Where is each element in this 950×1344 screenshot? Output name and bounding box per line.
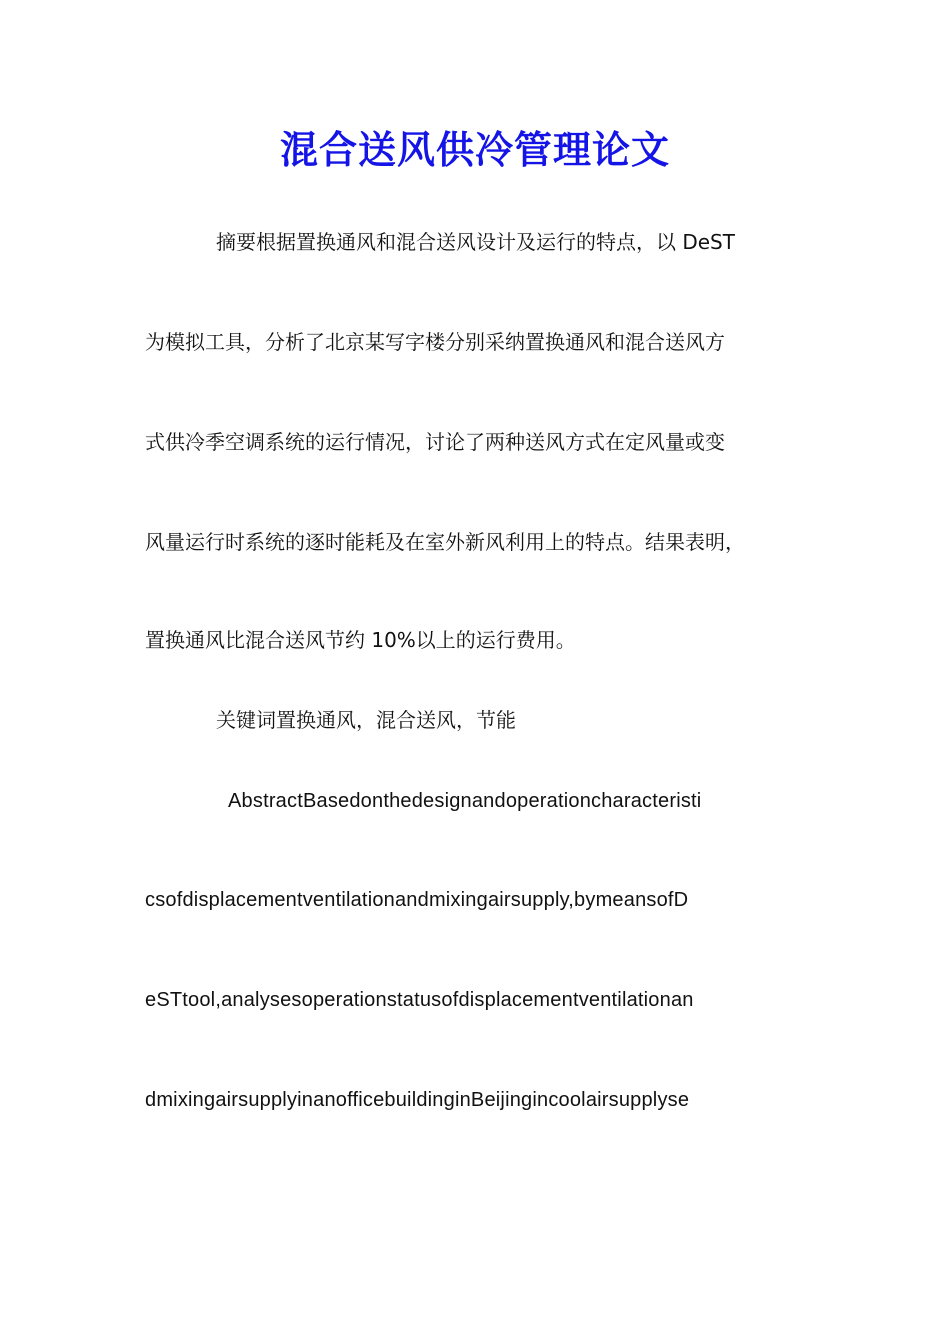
keywords-line: 关键词置换通风，混合送风，节能 (216, 708, 516, 732)
abstract-cn-line-2: 为模拟工具，分析了北京某写字楼分别采纳置换通风和混合送风方 (145, 330, 725, 354)
abstract-en-line-3: eSTtool,analysesoperationstatusofdisplacementventilationan (145, 989, 694, 1011)
abstract-en-line-4: dmixingairsupplyinanofficebuildinginBeijingincoolairsupplyse (145, 1089, 690, 1111)
abstract-en-line-1: AbstractBasedonthedesignandoperationcharacteristi (228, 790, 702, 812)
abstract-cn-line-3: 式供冷季空调系统的运行情况，讨论了两种送风方式在定风量或变 (145, 430, 725, 454)
abstract-cn-line-4: 风量运行时系统的逐时能耗及在室外新风利用上的特点。结果表明， (145, 530, 745, 554)
abstract-cn-line-1: 摘要根据置换通风和混合送风设计及运行的特点，以 DeST (216, 230, 735, 254)
abstract-cn-line-5: 置换通风比混合送风节约 10%以上的运行费用。 (145, 628, 576, 652)
document-title: 混合送风供冷管理论文 (279, 127, 670, 172)
abstract-en-line-2: csofdisplacementventilationandmixingairsupply,bymeansofD (145, 889, 689, 911)
